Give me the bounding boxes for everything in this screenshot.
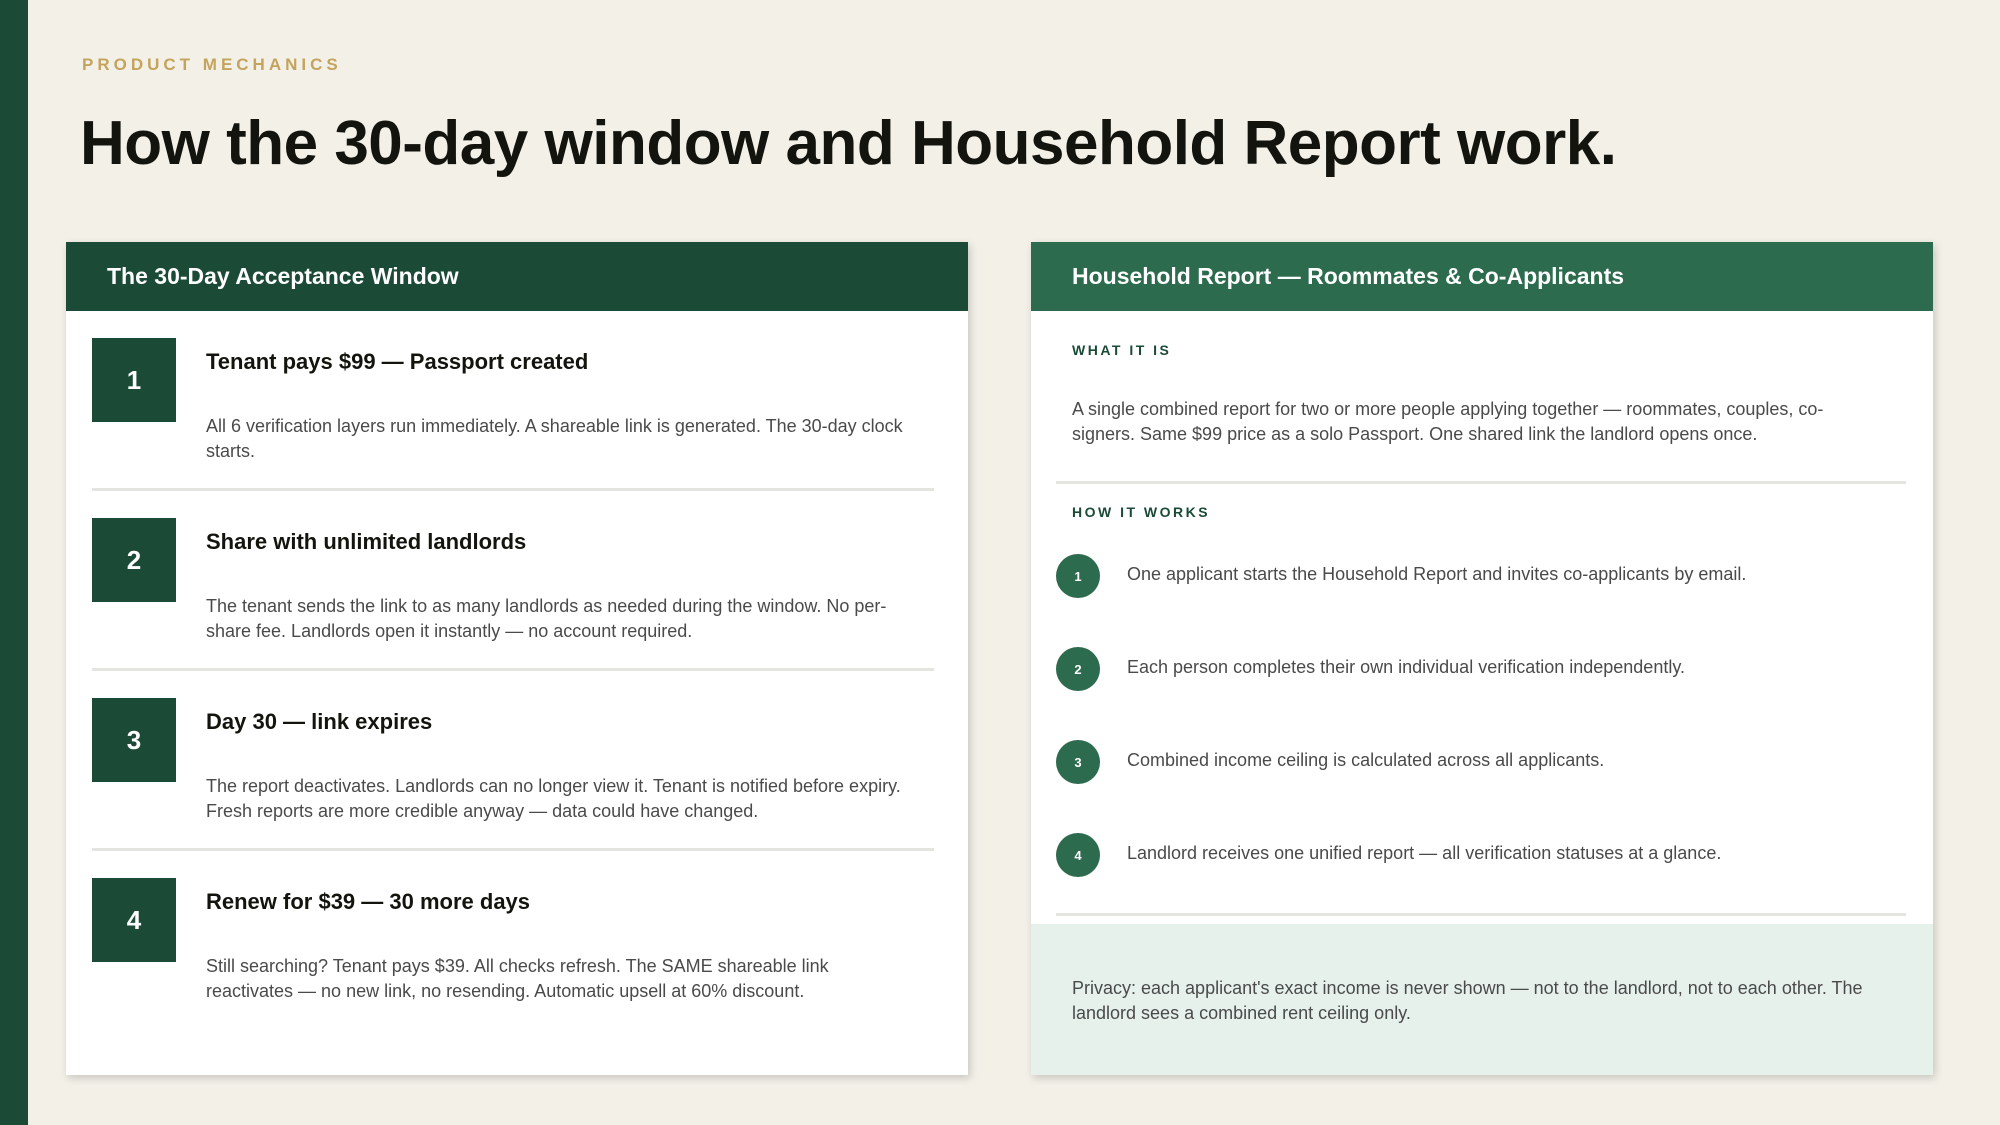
- eyebrow-label: PRODUCT MECHANICS: [82, 55, 342, 74]
- how-item: [1056, 740, 1906, 784]
- step-number: 1: [92, 338, 176, 422]
- accent-bar: [0, 0, 28, 1125]
- how-item: [1056, 833, 1906, 877]
- divider: [1056, 481, 1906, 484]
- how-item: [1056, 647, 1906, 691]
- divider: [1056, 913, 1906, 916]
- how-item-text: Combined income ceiling is calculated across all applicants.: [1127, 750, 1605, 770]
- how-item-text: One applicant starts the Household Report and invites co-applicants by email.: [1127, 564, 1747, 584]
- step-title: Share with unlimited landlords: [206, 529, 527, 554]
- step-number-badge: 4: [1056, 833, 1100, 877]
- step-description: The report deactivates. Landlords can no longer view it. Tenant is notified before expiry. Fresh reports are more credible anyway — data could have changed.: [206, 776, 901, 821]
- privacy-text: Privacy: each applicant's exact income is never shown — not to the landlord, not to each other. The landlord sees a combined rent ceiling only.: [1072, 978, 1863, 1023]
- what-it-is-text: A single combined report for two or more people applying together — roommates, couples, co-signers. Same $99 price as a solo Passport. One shared link the landlord opens once.: [1072, 399, 1824, 444]
- step-number: 3: [92, 698, 176, 782]
- step-list: [92, 311, 934, 1028]
- step-item: [92, 311, 934, 491]
- step-description: The tenant sends the link to as many landlords as needed during the window. No per-share fee. Landlords open it instantly — no account required.: [206, 596, 887, 641]
- step-item: [92, 851, 934, 1028]
- step-title: Renew for $39 — 30 more days: [206, 889, 531, 914]
- acceptance-window-card: [66, 242, 968, 1075]
- step-number-badge: 3: [1056, 740, 1100, 784]
- step-number-badge: 1: [1056, 554, 1100, 598]
- how-item: [1056, 554, 1906, 598]
- what-it-is-label: WHAT IT IS: [1072, 342, 1172, 358]
- step-number-badge: 2: [1056, 647, 1100, 691]
- step-title: Day 30 — link expires: [206, 709, 433, 734]
- step-title: Tenant pays $99 — Passport created: [206, 349, 589, 374]
- step-description: Still searching? Tenant pays $39. All checks refresh. The SAME shareable link reactivates — no new link, no resending. Automatic upsell at 60% discount.: [206, 956, 829, 1001]
- how-item-text: Landlord receives one unified report — all verification statuses at a glance.: [1127, 843, 1722, 863]
- step-description: All 6 verification layers run immediately. A shareable link is generated. The 30-day clock starts.: [206, 416, 903, 461]
- step-number: 2: [92, 518, 176, 602]
- step-item: [92, 671, 934, 851]
- card-header: Household Report — Roommates & Co-Applicants: [1031, 242, 1933, 311]
- page-title: How the 30-day window and Household Report work.: [80, 109, 1617, 178]
- household-report-card: [1031, 242, 1933, 1075]
- how-item-text: Each person completes their own individual verification independently.: [1127, 657, 1685, 677]
- step-item: [92, 491, 934, 671]
- privacy-note: [1031, 924, 1933, 1075]
- how-it-works-label: HOW IT WORKS: [1072, 504, 1211, 520]
- card-header: The 30-Day Acceptance Window: [66, 242, 968, 311]
- step-number: 4: [92, 878, 176, 962]
